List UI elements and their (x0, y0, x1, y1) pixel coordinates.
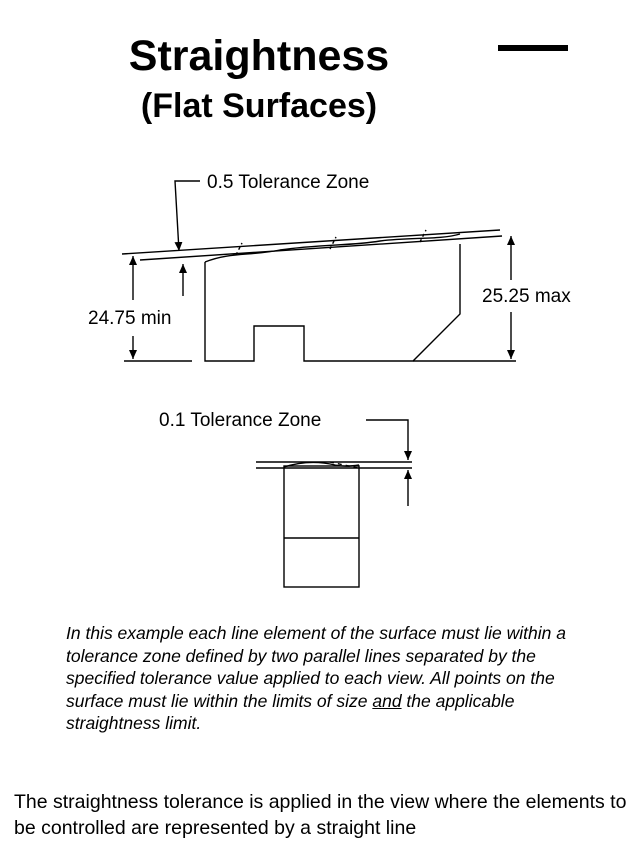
page-subtitle: (Flat Surfaces) (140, 87, 378, 125)
min-dimension-label: 24.75 min (88, 308, 172, 329)
top-zone-label: 0.5 Tolerance Zone (207, 172, 370, 193)
side-zone-leader (366, 420, 408, 460)
note-emphasis: and (372, 690, 402, 711)
part-top-surface (205, 234, 460, 262)
top-view (122, 181, 516, 361)
side-part (284, 466, 359, 587)
max-dimension-label: 25.25 max (482, 286, 571, 307)
part-outline (205, 244, 460, 361)
zone-leader (175, 181, 200, 251)
zone-line-upper (140, 236, 502, 260)
explanation-note: In this example each line element of the surface must lie within a tolerance zone defined by two parallel lines separated by the specified tolerance value applied to each view. All points on the surface must lie within the limits of size and the applicable straightness limit. (66, 623, 566, 733)
side-view (256, 420, 412, 587)
side-zone-label: 0.1 Tolerance Zone (159, 410, 322, 431)
footer-statement: The straightness tolerance is applied in the view where the elements to be controlled are represented by a straight line (14, 791, 627, 839)
page-title: Straightness (128, 32, 390, 80)
